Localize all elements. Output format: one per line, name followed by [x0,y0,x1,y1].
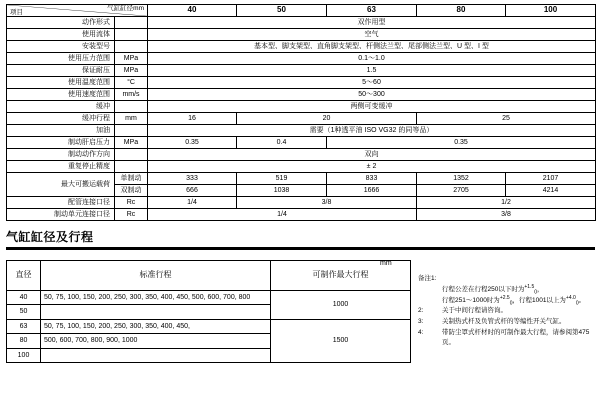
spec-cell: 20 [237,113,417,125]
spec-cell: 2705 [417,185,506,197]
spec-row-unit: mm/s [115,89,148,101]
note-text: 行程251～1000时为$^{+2.5}_0$，行程1001以上为$^{+4.0}_0$。 [442,294,586,306]
note-number: 2: [418,307,424,315]
note-number: 3: [418,318,424,325]
spec-row-label: 使用速度范围 [7,89,115,101]
note-item [418,296,596,306]
spec-cell: 双向 [148,149,596,161]
unit-label: mm [380,260,392,267]
spec-row-label: 安装型号 [7,41,115,53]
spec-row-unit: Rc [115,197,148,209]
corner-bottom-label: 项目 [10,8,23,16]
spec-row-label: 缓冲 [7,101,115,113]
spec-row-unit: MPa [115,65,148,77]
spec-row-label: 保证耐压 [7,65,115,77]
spec-cell: 16 [148,113,237,125]
spec-row [7,149,596,161]
spec-cell: 3/8 [417,209,596,221]
spec-row-label: 缓冲行程 [7,113,115,125]
section-divider [6,247,595,250]
spec-cell: 0.35 [148,137,237,149]
spec-row [7,29,596,41]
spec-header-row [7,5,596,17]
spec-row-sublabel: 单制动 [115,173,148,185]
spec-cell: 833 [327,173,417,185]
spec-row-label: 最大可搬运载荷 [7,173,115,197]
spec-cell: 3/8 [237,197,417,209]
cell-diameter: 63 [7,319,41,333]
spec-cell: 333 [148,173,237,185]
note-text: 关于中间行程请咨询。 [442,307,507,315]
notes-block [418,274,596,348]
cell-standard-stroke: 50, 75, 100, 150, 200, 250, 300, 350, 400, 450, 500, 600, 700, 800 [41,291,271,305]
spec-row-unit: Rc [115,209,148,221]
spec-row [7,41,596,53]
note-text: 行程公差在行程250以下时为$^{+1.5}_0$， [442,283,544,296]
note-item [418,306,596,316]
cell-standard-stroke [41,305,271,319]
note-item [418,317,596,327]
note-item [418,285,596,295]
notes-title-row [418,274,596,284]
spec-cell: 双作用型 [148,17,596,29]
section-title: 气缸缸径及行程 [6,230,94,244]
column-header-diameter: 直径 [7,261,41,291]
catalog-page [0,4,601,402]
spec-row [7,197,596,209]
stroke-table [6,260,411,363]
spec-row-unit [115,29,148,41]
spec-cell: 需要（1种透平油 ISO VG32 的同等品） [148,125,596,137]
spec-cell: 1/4 [148,209,417,221]
cell-standard-stroke [41,348,271,362]
column-header-standard-stroke: 标准行程 [41,261,271,291]
notes-title: 备注1: [418,275,437,282]
cell-max-stroke: 1500 [271,319,411,362]
spec-cell: 5～60 [148,77,596,89]
stroke-section [0,260,601,363]
spec-cell: 基本型、脚支架型、直角脚支架型、杆侧法兰型、尾部侧法兰型、U 型、I 型 [148,41,596,53]
cell-diameter: 50 [7,305,41,319]
spec-cell: 4214 [506,185,596,197]
cell-standard-stroke: 50, 75, 100, 150, 200, 250, 300, 350, 400, 450, [41,319,271,333]
cell-max-stroke: 1000 [271,291,411,320]
spec-row-label: 使用压力范围 [7,53,115,65]
spec-cell: 50～300 [148,89,596,101]
spec-column-header-50: 50 [237,5,327,17]
spec-row [7,53,596,65]
spec-cell: 两侧可变缓冲 [148,101,596,113]
spec-row [7,125,596,137]
spec-row-unit [115,125,148,137]
stroke-table-header-row [7,261,411,291]
spec-row-label: 使用温度范围 [7,77,115,89]
spec-cell: 1/4 [148,197,237,209]
table-row [7,319,411,333]
table-row [7,291,411,305]
spec-row-label: 重复停止精度 [7,161,115,173]
spec-cell: 1352 [417,173,506,185]
spec-row-label: 配管连接口径 [7,197,115,209]
spec-column-header-80: 80 [417,5,506,17]
spec-row [7,113,596,125]
spec-row-unit: °C [115,77,148,89]
cell-standard-stroke: 500, 600, 700, 800, 900, 1000 [41,334,271,348]
spec-row [7,65,596,77]
spec-row [7,101,596,113]
notes-title-text [442,274,596,284]
note-text: 关制热式杆及负管式杆的等编性开关气缸。 [442,318,566,325]
spec-row [7,209,596,221]
spec-cell: 2107 [506,173,596,185]
spec-cell: 0.4 [237,137,327,149]
spec-cell: ± 2 [148,161,596,173]
spec-row-label: 制动单元连接口径 [7,209,115,221]
spec-row [7,161,596,173]
spec-row-label: 加油 [7,125,115,137]
spec-row-label: 制动肝启压力 [7,137,115,149]
spec-cell: 0.1～1.0 [148,53,596,65]
spec-row-unit [115,41,148,53]
note-number [418,296,442,306]
spec-cell: 1666 [327,185,417,197]
spec-row-unit: MPa [115,53,148,65]
spec-row-label: 动作形式 [7,17,115,29]
note-item [418,328,596,348]
spec-row-label: 制动动作方向 [7,149,115,161]
spec-column-header-63: 63 [327,5,417,17]
spec-row [7,77,596,89]
spec-row-unit: MPa [115,137,148,149]
spec-column-header-100: 100 [506,5,596,17]
spec-row-unit: mm [115,113,148,125]
spec-cell: 1.5 [148,65,596,77]
spec-row [7,89,596,101]
note-text: 带防尘罩式杆材时的可制作最大行程，请参阅第475页。 [442,328,590,346]
spec-cell: 25 [417,113,596,125]
cell-diameter: 80 [7,334,41,348]
spec-row-unit [115,161,148,173]
cell-diameter: 100 [7,348,41,362]
cell-diameter: 40 [7,291,41,305]
spec-row-sublabel: 双制动 [115,185,148,197]
spec-row [7,173,596,185]
spec-cell: 666 [148,185,237,197]
spec-row-unit [115,101,148,113]
spec-cell: 1038 [237,185,327,197]
spec-cell: 空气 [148,29,596,41]
corner-top-label: 气缸缸径mm [107,5,144,12]
spec-row-unit [115,17,148,29]
note-number: 4: [418,328,424,336]
spec-cell: 519 [237,173,327,185]
spec-cell: 1/2 [417,197,596,209]
spec-column-header-40: 40 [148,5,237,17]
note-number [418,285,442,295]
column-header-max-stroke: 可制作最大行程 [271,261,411,291]
spec-row-unit [115,149,148,161]
specification-table [6,4,596,221]
spec-row [7,17,596,29]
spec-row-label: 使用流体 [7,29,115,41]
spec-row [7,137,596,149]
spec-cell: 0.35 [327,137,596,149]
spec-corner-cell [7,5,148,17]
